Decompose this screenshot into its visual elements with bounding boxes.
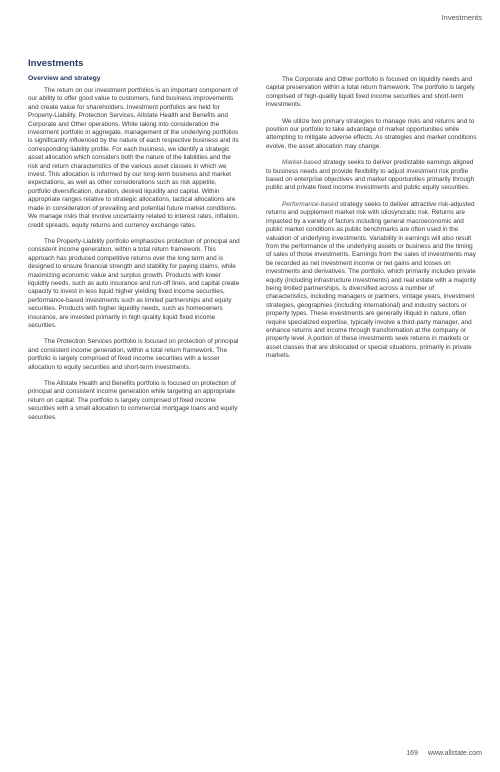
market-based-text: strategy seeks to deliver predictable earnings aligned to business needs and provide flexibility to adjust investment risk profile based on enterprise objectives and market opportunities primarily through public and private fixed income investments and public equity securities. bbox=[266, 159, 475, 192]
market-based-term: Market-based bbox=[282, 159, 322, 167]
paragraph-two-strategies: We utilize two primary strategies to manage risks and returns and to position our portfolio to take advantage of market opportunities while attempting to mitigate adverse effects. As strategies and market conditions evolve, the asset allocation may change. bbox=[266, 117, 477, 150]
right-column bbox=[266, 58, 478, 430]
left-column bbox=[28, 58, 240, 430]
paragraph-health-benefits: The Allstate Health and Benefits portfolio is focused on protection of principal and consistent income generation while targeting an appropriate return on capital. The portfolio is largely comprised of fixed income securities with a small allocation to commercial mortgage loans and equity securities. bbox=[28, 380, 238, 421]
website-link[interactable]: www.allstate.com bbox=[427, 750, 482, 757]
section-title: Investments bbox=[28, 58, 84, 69]
paragraph-performance-based bbox=[266, 201, 478, 361]
section-subheading: Overview and strategy bbox=[28, 75, 101, 82]
running-header-title: Investments bbox=[441, 13, 482, 22]
performance-based-text: strategy seeks to deliver attractive risk-adjusted returns and supplement market risk with idiosyncratic risk. Returns are impacted by a variety of factors including general macroeconomic and public market conditions as public benchmarks are often used in the valuation of underlying investments. Variability in earnings will also result from the performance of the underlying assets or business and the timing of sales of those investments. Earnings from the sales of investments may be recorded as net investment income or net gains and losses on investments and derivatives. The portfolio, which primarily includes private equity (including infrastructure investments) and real estate with a majority being limited partnerships, is diversified across a number of characteristics, including managers or partners, vintage years, investment strategies, geographies (including international) and industry sectors or property types. These investments are generally illiquid in nature, often require specialized expertise, typically involve a third-party manager, and enhance returns and income through transformation at the company or property level. A portion of these investments seek returns in markets or asset classes that are dislocated or special situations, primarily in private markets. bbox=[266, 200, 476, 360]
page-content bbox=[28, 58, 478, 430]
performance-based-term: Performance-based bbox=[282, 200, 339, 208]
paragraph-property-liability: The Property-Liability portfolio emphasizes protection of principal and consistent income generation, within a total return framework. This approach has produced competitive returns over the long term and is designed to ensure financial strength and stability for paying claims, while maximizing economic value and surplus growth. Products with lower liquidity needs, such as auto insurance and run-off lines, and capital create capacity to invest in less liquid higher yielding fixed income securities, performance-based investments such as limited partnerships and equity securities. Products with higher liquidity needs, such as homeowners insurance, are invested primarily in high quality liquid fixed income securities. bbox=[28, 237, 240, 329]
paragraph-protection-services: The Protection Services portfolio is focused on protection of principal and consistent income generation, within a total return framework. The portfolio is largely comprised of fixed income securities with a lesser allocation to equity securities and short-term investments. bbox=[28, 338, 239, 371]
paragraph-returns-overview: The return on our investment portfolios is an important component of our ability to offer good value to customers, fund business improvements and create value for shareholders. Investment portfolios are held for Property-Liability, Protection Services, Allstate Health and Benefits and Corporate and Other operations. While taking into consideration the investment portfolio in aggregate, management of the underlying portfolios is significantly influenced by the nature of each respective business and its corresponding liability profile. For each business, we identify a strategic asset allocation which considers both the nature of the liabilities and the risk and return characteristics of the various asset classes in which we invest. This allocation is informed by our long-term business and market expectations, as well as other considerations such as risk appetite, portfolio diversification, duration, desired liquidity and capital. Within appropriate ranges relative to strategic allocations, tactical allocations are made in consideration of prevailing and potential future market conditions. We manage risks that involve uncertainty related to interest rates, inflation, credit spreads, equity returns and currency exchange rates. bbox=[28, 87, 239, 229]
paragraph-market-based bbox=[266, 159, 478, 193]
paragraph-corporate-other: The Corporate and Other portfolio is focused on liquidity needs and capital preservation within a total return framework. The portfolio is largely comprised of high-quality liquid fixed income securities and short-term investments. bbox=[266, 76, 475, 109]
page-footer bbox=[398, 750, 482, 757]
page-number: 169 bbox=[406, 750, 418, 757]
